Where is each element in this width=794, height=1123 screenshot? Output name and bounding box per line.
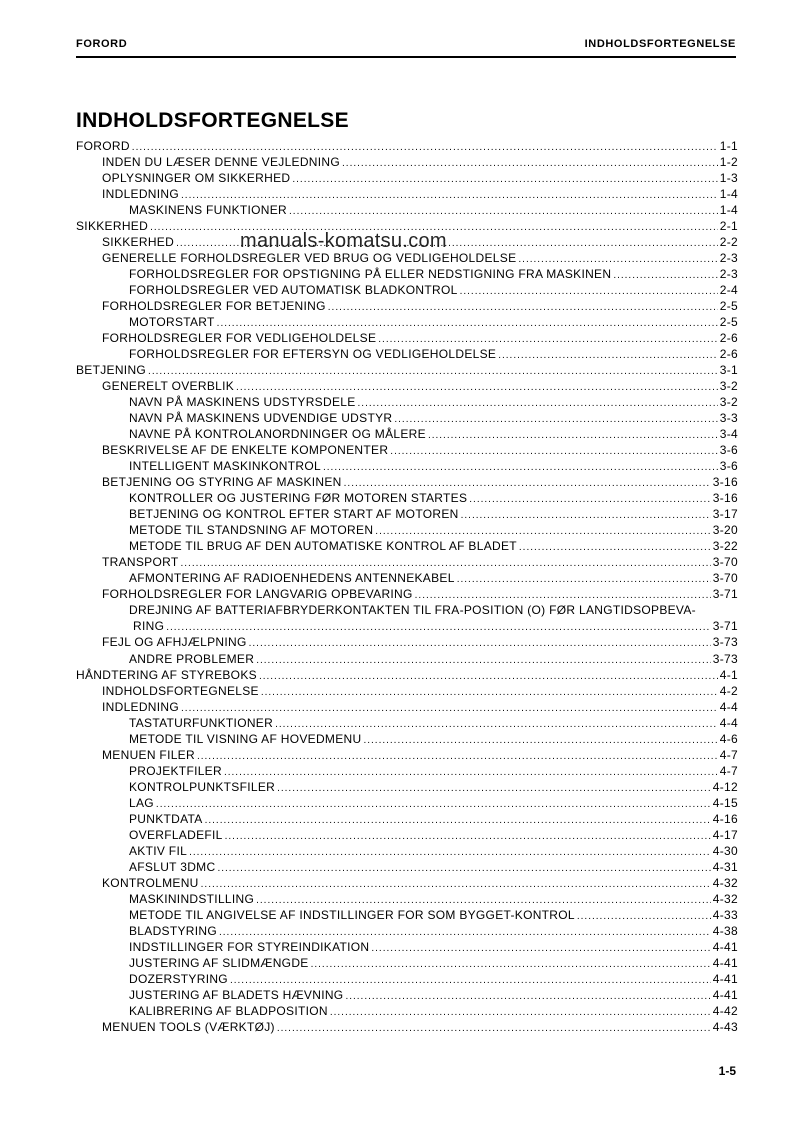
toc-dot-leader [461,506,711,522]
toc-dot-leader [181,699,718,715]
toc-entry[interactable] [76,747,738,763]
toc-dot-leader [328,298,718,314]
toc-entry-title: INDHOLDSFORTEGNELSE [102,683,259,698]
toc-entry-title: MASKINENS FUNKTIONER [129,203,288,218]
toc-entry-title: INDSTILLINGER FOR STYREINDIKATION [129,939,370,954]
toc-entry[interactable] [76,522,738,538]
toc-entry-title: SIKKERHED [76,219,149,234]
toc-entry[interactable] [76,891,738,907]
toc-dot-leader [236,378,718,394]
toc-entry[interactable] [76,282,738,298]
toc-entry[interactable] [76,667,738,683]
toc-entry-title: OPLYSNINGER OM SIKKERHED [102,171,291,186]
toc-entry-page: 3-71 [712,619,738,634]
toc-entry-page: 4-33 [712,907,738,922]
toc-dot-leader [249,634,711,650]
toc-entry[interactable] [76,378,738,394]
toc-entry-title: FORHOLDSREGLER FOR BETJENING [102,299,326,314]
toc-entry[interactable] [76,394,738,410]
toc-entry-title: SIKKERHED [102,235,175,250]
toc-entry-title: AKTIV FIL [129,843,188,858]
toc-entry[interactable] [76,554,738,570]
toc-entry-page: 3-16 [712,475,738,490]
toc-entry-page: 4-4 [719,715,738,730]
toc-entry-page: 1-4 [719,187,738,202]
toc-entry[interactable] [76,362,738,378]
toc-entry[interactable] [76,490,738,506]
toc-entry-page: 2-6 [719,331,738,346]
toc-entry-title: FORHOLDSREGLER FOR EFTERSYN OG VEDLIGEHOLDELSE [129,347,497,362]
toc-entry-title: METODE TIL VISNING AF HOVEDMENU [129,731,362,746]
toc-entry[interactable] [76,634,738,650]
toc-entry-title: METODE TIL BRUG AF DEN AUTOMATISKE KONTROL AF BLADET [129,539,517,554]
toc-entry-page: 3-6 [719,459,738,474]
toc-dot-leader [460,282,718,298]
toc-dot-leader [428,426,718,442]
toc-entry[interactable] [76,971,738,987]
toc-entry-title: DOZERSTYRING [129,971,228,986]
toc-entry-page: 3-22 [712,539,738,554]
toc-entry[interactable] [76,570,738,586]
toc-entry-page: 3-73 [712,635,738,650]
toc-entry[interactable] [76,779,738,795]
toc-entry-page: 2-6 [719,347,738,362]
toc-entry-page: 4-17 [712,827,738,842]
toc-entry-title: MOTORSTART [129,315,215,330]
toc-dot-leader [277,779,711,795]
toc-entry-page: 4-31 [712,859,738,874]
toc-entry[interactable] [76,811,738,827]
toc-dot-leader [259,667,718,683]
toc-entry-title: JUSTERING AF BLADETS HÆVNING [129,987,344,1002]
toc-entry[interactable] [76,170,738,186]
toc-entry-page: 4-41 [712,971,738,986]
toc-entry-page: 3-2 [719,379,738,394]
toc-dot-leader [371,939,710,955]
toc-entry-title: JUSTERING AF SLIDMÆNGDE [129,955,309,970]
toc-dot-leader [181,554,711,570]
toc-entry-title: BESKRIVELSE AF DE ENKELTE KOMPONENTER [102,443,389,458]
toc-entry[interactable] [76,266,738,282]
toc-entry[interactable] [76,442,738,458]
toc-entry[interactable] [76,923,738,939]
toc-entry[interactable] [76,939,738,955]
toc-entry[interactable] [76,602,738,618]
toc-entry-page: 4-41 [712,939,738,954]
toc-dot-leader [613,266,717,282]
toc-entry-title: INTELLIGENT MASKINKONTROL [129,459,321,474]
toc-dot-leader [344,474,711,490]
toc-entry-page: 4-32 [712,891,738,906]
toc-dot-leader [132,138,718,154]
toc-entry-page: 2-1 [719,219,738,234]
toc-dot-leader [205,811,711,827]
toc-entry-page: 2-3 [719,267,738,282]
toc-entry-page: 3-73 [712,651,738,666]
toc-entry-page: 3-3 [719,411,738,426]
toc-entry-page: 3-4 [719,427,738,442]
toc-entry-page: 4-12 [712,779,738,794]
toc-entry-title: KONTROLPUNKTSFILER [129,779,276,794]
toc-entry-page: 4-7 [719,747,738,762]
toc-entry-page: 4-43 [712,1019,738,1034]
toc-dot-leader [156,795,711,811]
toc-dot-leader [378,330,717,346]
toc-entry[interactable] [76,987,738,1003]
toc-entry[interactable] [76,907,738,923]
toc-entry[interactable] [76,859,738,875]
toc-dot-leader [577,907,711,923]
toc-dot-leader [363,731,717,747]
toc-entry[interactable] [76,1019,738,1035]
toc-entry-title: BLADSTYRING [129,923,217,938]
toc-entry[interactable] [76,795,738,811]
toc-entry-page: 1-3 [719,171,738,186]
toc-entry-title: OVERFLADEFIL [129,827,223,842]
toc-dot-leader [166,618,711,634]
toc-entry[interactable] [76,827,738,843]
toc-dot-leader [225,827,711,843]
toc-entry-title: INDLEDNING [102,699,180,714]
toc-dot-leader [189,843,711,859]
toc-dot-leader [342,154,718,170]
toc-dot-leader [197,747,718,763]
toc-entry[interactable] [76,202,738,218]
toc-dot-leader [230,971,711,987]
toc-dot-leader [256,891,711,907]
toc-entry-page: 4-15 [712,795,738,810]
toc-dot-leader [358,394,718,410]
toc-dot-leader [217,314,718,330]
toc-entry[interactable] [76,506,738,522]
toc-dot-leader [219,923,711,939]
toc-entry-title: PUNKTDATA [129,811,203,826]
toc-entry-title: DREJNING AF BATTERIAFBRYDERKONTAKTEN TIL FRA-POSITION (O) FØR LANGTIDSOPBEVA- [129,603,696,618]
toc-entry-title: FORHOLDSREGLER FOR LANGVARIG OPBEVARING [102,587,413,602]
toc-entry-title: FORHOLDSREGLER VED AUTOMATISK BLADKONTROL [129,283,458,298]
toc-entry-page: 2-5 [719,299,738,314]
header-chapter-title: INDHOLDSFORTEGNELSE [584,38,736,50]
toc-dot-leader [390,442,717,458]
toc-entry-title: FORHOLDSREGLER FOR OPSTIGNING PÅ ELLER NEDSTIGNING FRA MASKINEN [129,267,612,282]
toc-entry[interactable] [76,843,738,859]
toc-entry[interactable] [76,538,738,554]
toc-entry-title: ANDRE PROBLEMER [129,651,255,666]
toc-entry-title: BETJENING [76,363,147,378]
toc-dot-leader [277,1019,711,1035]
toc-entry-page: 3-16 [712,491,738,506]
toc-entry-title: FORORD [76,139,130,153]
toc-dot-leader [330,1003,711,1019]
watermark: manuals-komatsu.com [240,230,447,252]
toc-dot-leader [292,170,717,186]
toc-entry-title: KONTROLMENU [102,875,199,890]
toc-entry-page: 3-1 [719,363,738,378]
toc-dot-leader [224,763,718,779]
toc-dot-leader [469,490,711,506]
toc-dot-leader [148,362,718,378]
toc-entry-title: BETJENING OG KONTROL EFTER START AF MOTOREN [129,507,459,522]
toc-entry-title: FEJL OG AFHJÆLPNING [102,635,247,650]
toc-entry-page: 3-71 [712,587,738,602]
toc-entry-page: 3-6 [719,443,738,458]
toc-entry-title: KONTROLLER OG JUSTERING FØR MOTOREN STARTES [129,491,468,506]
toc-entry-page: 1-4 [719,203,738,218]
toc-entry-page: 4-41 [712,987,738,1002]
toc-entry-title: KALIBRERING AF BLADPOSITION [129,1003,328,1018]
toc-entry-page: 2-4 [719,283,738,298]
toc-entry-page: 4-32 [712,875,738,890]
toc-dot-leader [519,538,711,554]
toc-entry-title: METODE TIL ANGIVELSE AF INDSTILLINGER FOR SOM BYGGET-KONTROL [129,907,575,922]
toc-entry[interactable] [76,458,738,474]
toc-entry[interactable] [76,618,738,634]
toc-entry-title: METODE TIL STANDSNING AF MOTOREN [129,523,374,538]
toc-dot-leader [345,987,710,1003]
toc-dot-leader [375,522,710,538]
toc-entry[interactable] [76,955,738,971]
toc-entry-page: 4-38 [712,923,738,938]
toc-entry[interactable] [76,474,738,490]
toc-dot-leader [256,651,711,667]
toc-dot-leader [394,410,717,426]
toc-entry-title: NAVN PÅ MASKINENS UDSTYRSDELE [129,395,356,410]
toc-entry-title: PROJEKTFILER [129,763,222,778]
toc-entry-page: 4-16 [712,811,738,826]
toc-dot-leader [217,859,710,875]
toc-entry[interactable] [76,1003,738,1019]
toc-entry[interactable] [76,875,738,891]
toc-entry-page: 2-5 [719,315,738,330]
toc-entry[interactable] [76,314,738,330]
toc-entry[interactable] [76,298,738,314]
toc-entry-page: 1-2 [719,155,738,170]
toc-dot-leader [261,683,718,699]
toc-entry[interactable] [76,346,738,362]
page-title: INDHOLDSFORTEGNELSE [76,109,349,132]
toc-entry[interactable] [76,586,738,602]
toc-entry-page: 3-17 [712,507,738,522]
toc-entry-title: BETJENING OG STYRING AF MASKINEN [102,475,342,490]
toc-entry[interactable] [76,683,738,699]
toc-entry-page: 4-1 [719,667,738,682]
toc-entry[interactable] [76,410,738,426]
toc-entry[interactable] [76,426,738,442]
toc-entry-page: 3-20 [712,523,738,538]
toc-entry-title: NAVN PÅ MASKINENS UDVENDIGE UDSTYR [129,411,393,426]
toc-entry-title: TRANSPORT [102,555,179,570]
toc-entry-title: INDEN DU LÆSER DENNE VEJLEDNING [102,155,341,170]
toc-entry-page: 4-41 [712,955,738,970]
toc-entry-title: INDLEDNING [102,187,180,202]
toc-entry-page: 4-6 [719,731,738,746]
toc-entry-page: 3-70 [712,571,738,586]
toc-entry-title: GENERELT OVERBLIK [102,379,235,394]
toc-dot-leader [181,186,718,202]
toc-entry-title: MENUEN TOOLS (VÆRKTØJ) [102,1019,275,1034]
toc-entry-page: 3-2 [719,395,738,410]
toc-entry-title: NAVNE PÅ KONTROLANORDNINGER OG MÅLERE [129,427,426,442]
toc-entry[interactable] [76,715,738,731]
toc-dot-leader [289,202,718,218]
toc-entry[interactable] [76,186,738,202]
toc-entry[interactable] [76,138,738,154]
toc-entry-page: 2-2 [719,235,738,250]
toc-entry[interactable] [76,731,738,747]
toc-entry-title: MASKININDSTILLING [129,891,255,906]
toc-dot-leader [498,346,718,362]
toc-entry-page: 4-7 [719,763,738,778]
toc-entry[interactable] [76,699,738,715]
toc-dot-leader [275,715,718,731]
toc-entry-page: 4-42 [712,1003,738,1018]
toc-dot-leader [415,586,711,602]
page-number: 1-5 [718,1064,736,1078]
toc-entry-title: MENUEN FILER [102,747,195,762]
toc-entry-title: GENERELLE FORHOLDSREGLER VED BRUG OG VEDLIGEHOLDELSE [102,251,517,266]
toc-entry-page: 4-30 [712,843,738,858]
toc-entry[interactable] [76,154,738,170]
toc-dot-leader [201,875,711,891]
toc-entry-title: AFMONTERING AF RADIOENHEDENS ANTENNEKABEL [129,571,455,586]
toc-entry-page: 3-70 [712,555,738,570]
toc-entry-page: 4-4 [719,699,738,714]
toc-entry-title: HÅNDTERING AF STYREBOKS [76,667,257,682]
toc-entry-page: 4-2 [719,683,738,698]
toc-entry-title: TASTATURFUNKTIONER [129,715,274,730]
toc-entry[interactable] [76,763,738,779]
toc-dot-leader [323,458,718,474]
toc-entry-page: 2-3 [719,251,738,266]
toc-entry-title: AFSLUT 3DMC [129,859,216,874]
toc-dot-leader [518,250,717,266]
toc-dot-leader [311,955,711,971]
header-rule [76,56,736,58]
toc-entry[interactable] [76,651,738,667]
toc-entry[interactable] [76,330,738,346]
toc-entry-title: LAG [129,795,154,810]
table-of-contents [76,138,738,1035]
toc-entry-page: 1-1 [719,139,738,153]
toc-entry-title: FORHOLDSREGLER FOR VEDLIGEHOLDELSE [102,331,377,346]
toc-dot-leader [457,570,711,586]
toc-entry-title: RING [133,619,165,634]
header-section-title: FORORD [76,38,128,50]
